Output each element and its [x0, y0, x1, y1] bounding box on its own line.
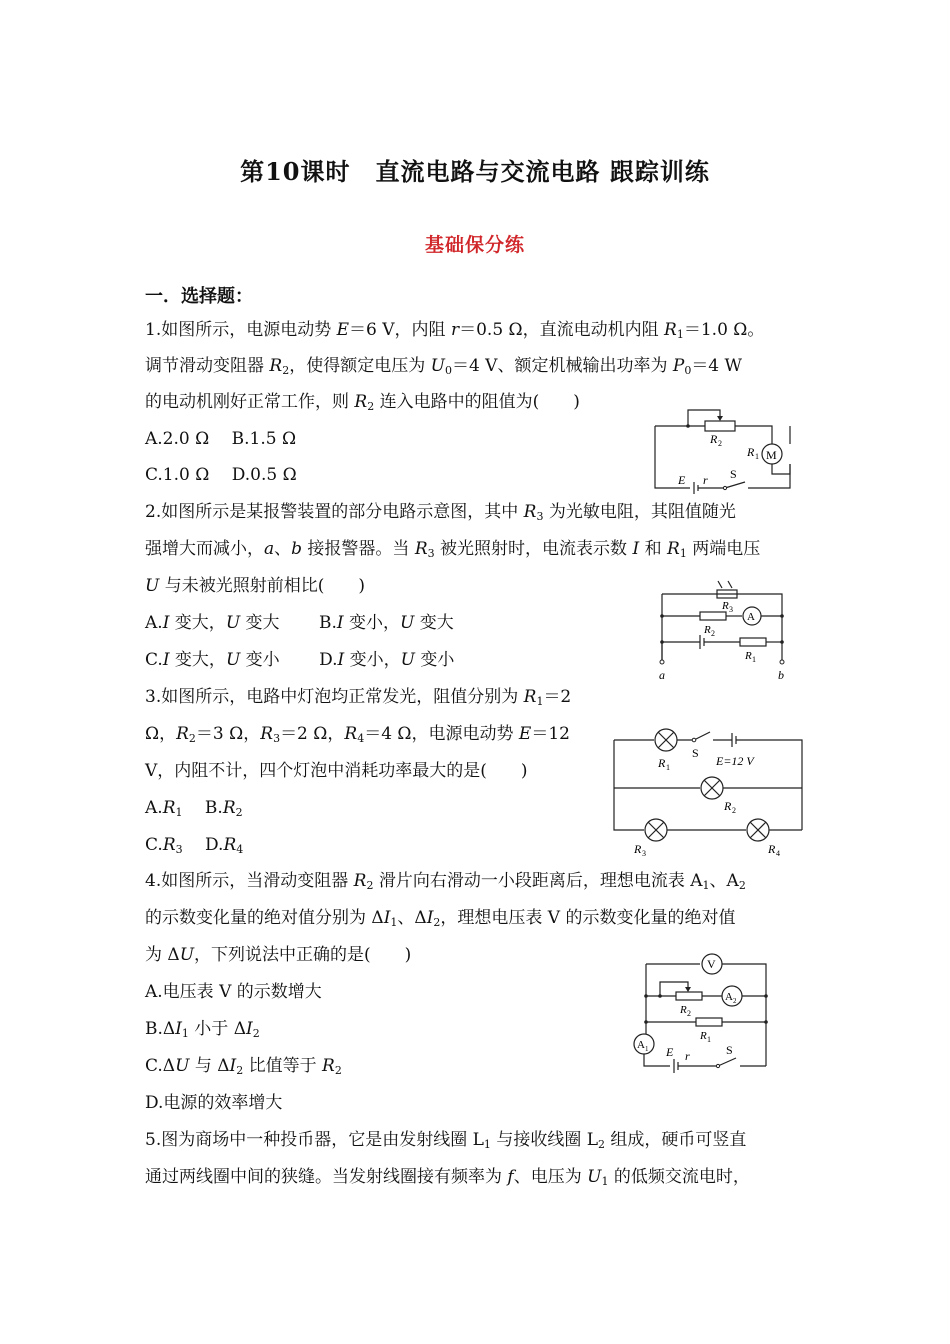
q4-option-d: D.电源的效率增大	[145, 1093, 283, 1113]
fig3-R1-label: R	[658, 756, 666, 770]
q3-line-1: 3.如图所示，电路中灯泡均正常发光，阻值分别为 $R_1=2$	[145, 687, 572, 708]
fig3-R1-sub: 1	[666, 763, 670, 772]
q4-option-a: A.电压表 V 的示数增大	[145, 982, 322, 1002]
fig4-R1-sub: 1	[707, 1035, 711, 1044]
q3-line-2: Ω，$R_2=3$ Ω，$R_3=2$ Ω，$R_4=4$ Ω，电源电动势 E＝12	[145, 724, 570, 745]
q4-line-1: 4.如图所示，当滑动变阻器 $R_2$ 滑片向右滑动一小段距离后，理想电流表 $A_1$、$A_2$	[145, 871, 746, 892]
fig4-r-label: r	[685, 1049, 690, 1063]
fig3-S-label: S	[692, 746, 699, 760]
fig4-A1-label: A	[637, 1039, 645, 1051]
q3-circuit-diagram	[610, 722, 806, 858]
q1-options-ab: A.2.0 Ω B.1.5 Ω	[145, 429, 297, 449]
fig2-R2-sub: 2	[711, 629, 715, 638]
fig4-R2-sub: 2	[687, 1009, 691, 1018]
fig3-R4-label: R	[768, 842, 776, 856]
q1-options-cd: C.1.0 Ω D.0.5 Ω	[145, 465, 297, 485]
section-subtitle: 基础保分练	[424, 234, 525, 256]
q1-line-2: 调节滑动变阻器 $R_2$，使得额定电压为 $U_0=4$ V、额定机械输出功率为 $P_0=4$ W	[145, 356, 743, 377]
fig4-R2-label: R	[680, 1004, 687, 1016]
fig3-R3-label: R	[634, 842, 642, 856]
fig1-E-label: E	[678, 473, 686, 487]
q2-line-1: 2.如图所示是某报警装置的部分电路示意图，其中 $R_3$ 为光敏电阻，其阻值随光	[145, 502, 736, 523]
q1-line-1: 1.如图所示，电源电动势 E＝6 V，内阻 r＝0.5 Ω，直流电动机内阻 $R_1=1.0$ Ω。	[145, 320, 765, 341]
q4-option-c: C.ΔU 与 $\Delta I_2$ 比值等于 $R_2$	[145, 1056, 342, 1077]
fig2-R1-label: R	[745, 650, 752, 662]
fig3-R2-sub: 2	[732, 806, 736, 815]
q3-options-ab: $A.R_1$ $B.R_2$	[145, 798, 243, 819]
q2-options-ab: A.I 变大，U 变大 B.I 变小，U 变大	[145, 613, 454, 633]
q4-option-b: $B.\Delta I_1$ 小于 $\Delta I_2$	[145, 1019, 260, 1040]
fig2-R1-sub: 1	[752, 655, 756, 664]
fig2-ammeter-label: A	[747, 611, 755, 623]
q2-line-3: U 与未被光照射前相比( )	[145, 576, 365, 596]
fig3-E-label: E=12 V	[716, 754, 754, 768]
q4-line-2: 的示数变化量的绝对值分别为 $\Delta I_1$、$\Delta I_2$，理想电压表 V 的示数变化量的绝对值	[145, 908, 736, 929]
fig2-R3-label: R	[722, 600, 729, 612]
q5-line-1: 5.图为商场中一种投币器，它是由发射线圈 $L_1$ 与接收线圈 $L_2$ 组成，硬币可竖直	[145, 1130, 747, 1151]
q4-circuit-diagram	[628, 948, 772, 1074]
fig4-S-label: S	[726, 1043, 733, 1057]
page-title: 第10课时 直流电路与交流电路 跟踪训练	[240, 157, 710, 186]
fig2-R2-label: R	[704, 624, 711, 636]
fig4-A1-sub: 1	[645, 1045, 649, 1053]
fig3-R2-label: R	[724, 799, 732, 813]
fig1-R2-sub: 2	[718, 439, 722, 448]
fig1-R2-label: R	[710, 432, 718, 446]
fig1-r-label: r	[703, 473, 708, 487]
q3-line-3: V，内阻不计，四个灯泡中消耗功率最大的是( )	[145, 761, 528, 781]
fig1-R1-label: R	[747, 445, 755, 459]
fig2-R3-sub: 3	[729, 605, 733, 614]
fig4-A2-sub: 2	[733, 997, 737, 1005]
q3-options-cd: $C.R_3$ $D.R_4$	[145, 835, 244, 856]
q4-line-3: 为 ΔU，下列说法中正确的是( )	[145, 945, 412, 965]
q1-circuit-diagram	[650, 402, 800, 494]
q2-options-cd: C.I 变大，U 变小 D.I 变小，U 变小	[145, 650, 455, 670]
fig4-A2-label: A	[725, 991, 733, 1003]
fig4-E-label: E	[666, 1045, 674, 1059]
fig4-voltmeter-label: V	[707, 957, 716, 971]
section-heading: 一．选择题：	[145, 286, 253, 307]
fig1-motor-label: M	[766, 448, 777, 462]
q2-circuit-diagram	[652, 578, 792, 684]
fig1-S-label: S	[730, 467, 737, 481]
fig3-R3-sub: 3	[642, 849, 646, 858]
q1-line-3: 的电动机刚好正常工作，则 $R_2$ 连入电路中的阻值为( )	[145, 392, 580, 413]
fig2-a-label: a	[659, 668, 665, 682]
q5-line-2: 通过两线圈中间的狭缝。当发射线圈接有频率为 f、电压为 $U_1$ 的低频交流电时，	[145, 1167, 750, 1188]
q2-line-2: 强增大而减小，a、b 接报警器。当 $R_3$ 被光照射时，电流表示数 I 和 $R_1$ 两端电压	[145, 539, 761, 560]
fig3-R4-sub: 4	[776, 849, 780, 858]
fig4-R1-label: R	[700, 1030, 707, 1042]
fig1-R1-sub: 1	[755, 452, 759, 461]
fig2-b-label: b	[778, 668, 784, 682]
